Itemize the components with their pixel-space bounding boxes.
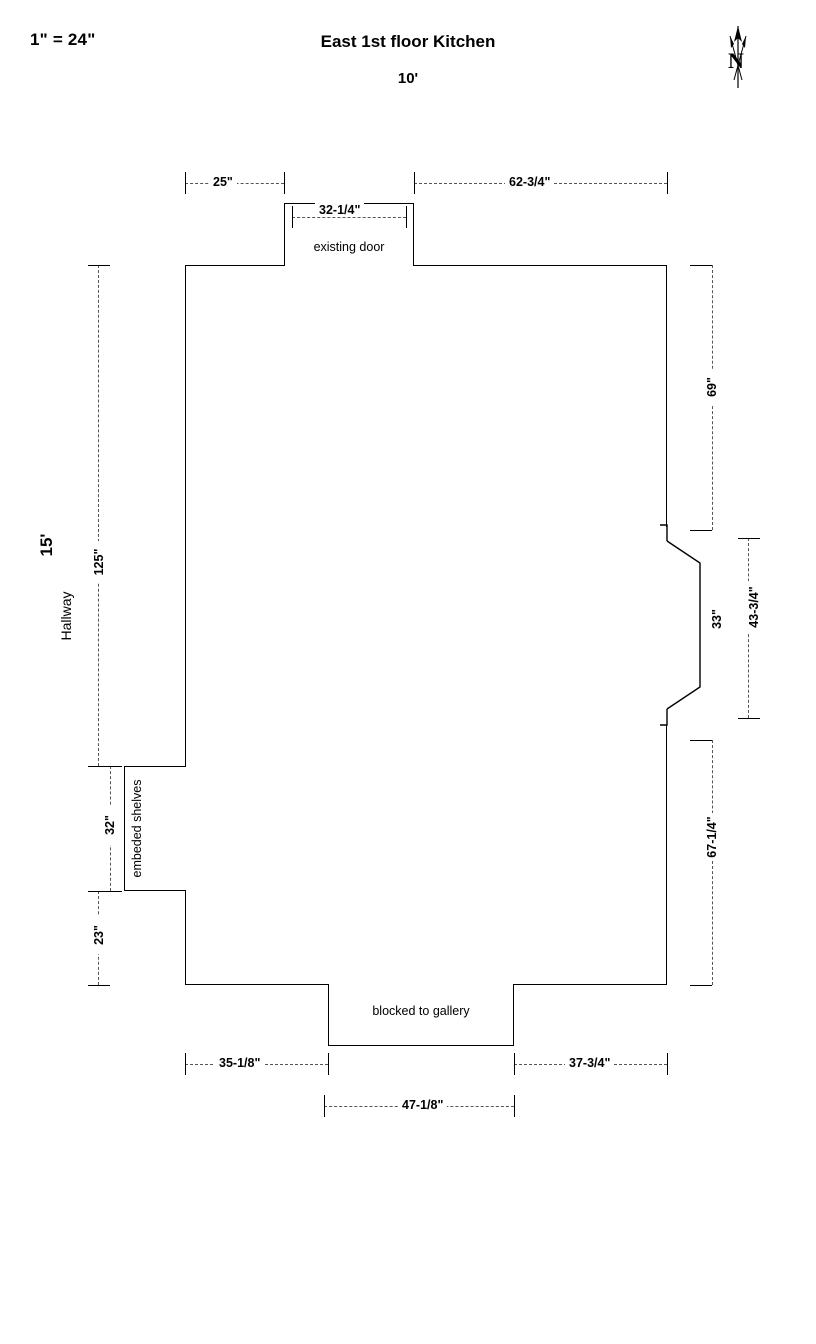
right-wall-alcove [640, 515, 760, 735]
dim-tick [690, 265, 712, 266]
dim-tick [738, 538, 760, 539]
dim-top-left: 25" [209, 175, 237, 189]
dim-tick [414, 172, 415, 194]
scale-note: 1" = 24" [30, 30, 96, 49]
dim-tick [88, 265, 110, 266]
blocked-to-gallery-label: blocked to gallery [372, 1004, 470, 1018]
dim-left-shelf: 32" [103, 805, 117, 845]
dim-alcove-depth: 33" [710, 600, 724, 638]
dim-tick [185, 1053, 186, 1075]
dim-tick [514, 1053, 515, 1075]
dim-bottom-right: 37-3/4" [565, 1056, 614, 1070]
dim-left-full: 125" [92, 541, 106, 583]
dim-top-right: 62-3/4" [505, 175, 554, 189]
dim-tick [88, 891, 110, 892]
dim-tick [324, 1095, 325, 1117]
overall-height-label: 15' [37, 533, 56, 557]
compass-north-icon [706, 22, 766, 92]
dim-line-door-width [292, 217, 406, 218]
dim-tick [292, 206, 293, 228]
dim-tick [328, 1053, 329, 1075]
dim-line-left-full [98, 265, 99, 766]
dim-tick [667, 1053, 668, 1075]
page-subtitle: 10' [397, 70, 419, 87]
dim-tick [185, 172, 186, 194]
dim-tick [690, 530, 712, 531]
dim-tick [738, 718, 760, 719]
dim-line-right-bottom [712, 740, 713, 985]
door-wall-gap [286, 263, 412, 268]
dim-right-top: 69" [705, 369, 719, 405]
dim-tick [690, 985, 712, 986]
shelf-wall-gap [184, 768, 188, 889]
dim-right-bottom: 67-1/4" [705, 813, 719, 861]
embeded-shelves-label: embeded shelves [130, 779, 144, 878]
dim-bottom-left: 35-1/8" [215, 1056, 264, 1070]
dim-tick [514, 1095, 515, 1117]
dim-tick [690, 740, 712, 741]
dim-alcove-width: 43-3/4" [747, 581, 761, 633]
dim-tick [667, 172, 668, 194]
dim-tick [88, 985, 110, 986]
dim-left-bottom: 23" [92, 916, 106, 954]
room-outline [185, 265, 667, 985]
hallway-label: Hallway [58, 591, 74, 641]
dim-tick [100, 766, 122, 767]
svg-text:N: N [728, 48, 744, 73]
dim-bottom-center: 47-1/8" [398, 1098, 447, 1112]
dim-door-width: 32-1/4" [315, 203, 364, 217]
existing-door-label: existing door [313, 240, 385, 254]
dim-tick [406, 206, 407, 228]
dim-tick [284, 172, 285, 194]
page-title: East 1st floor Kitchen [320, 32, 496, 51]
